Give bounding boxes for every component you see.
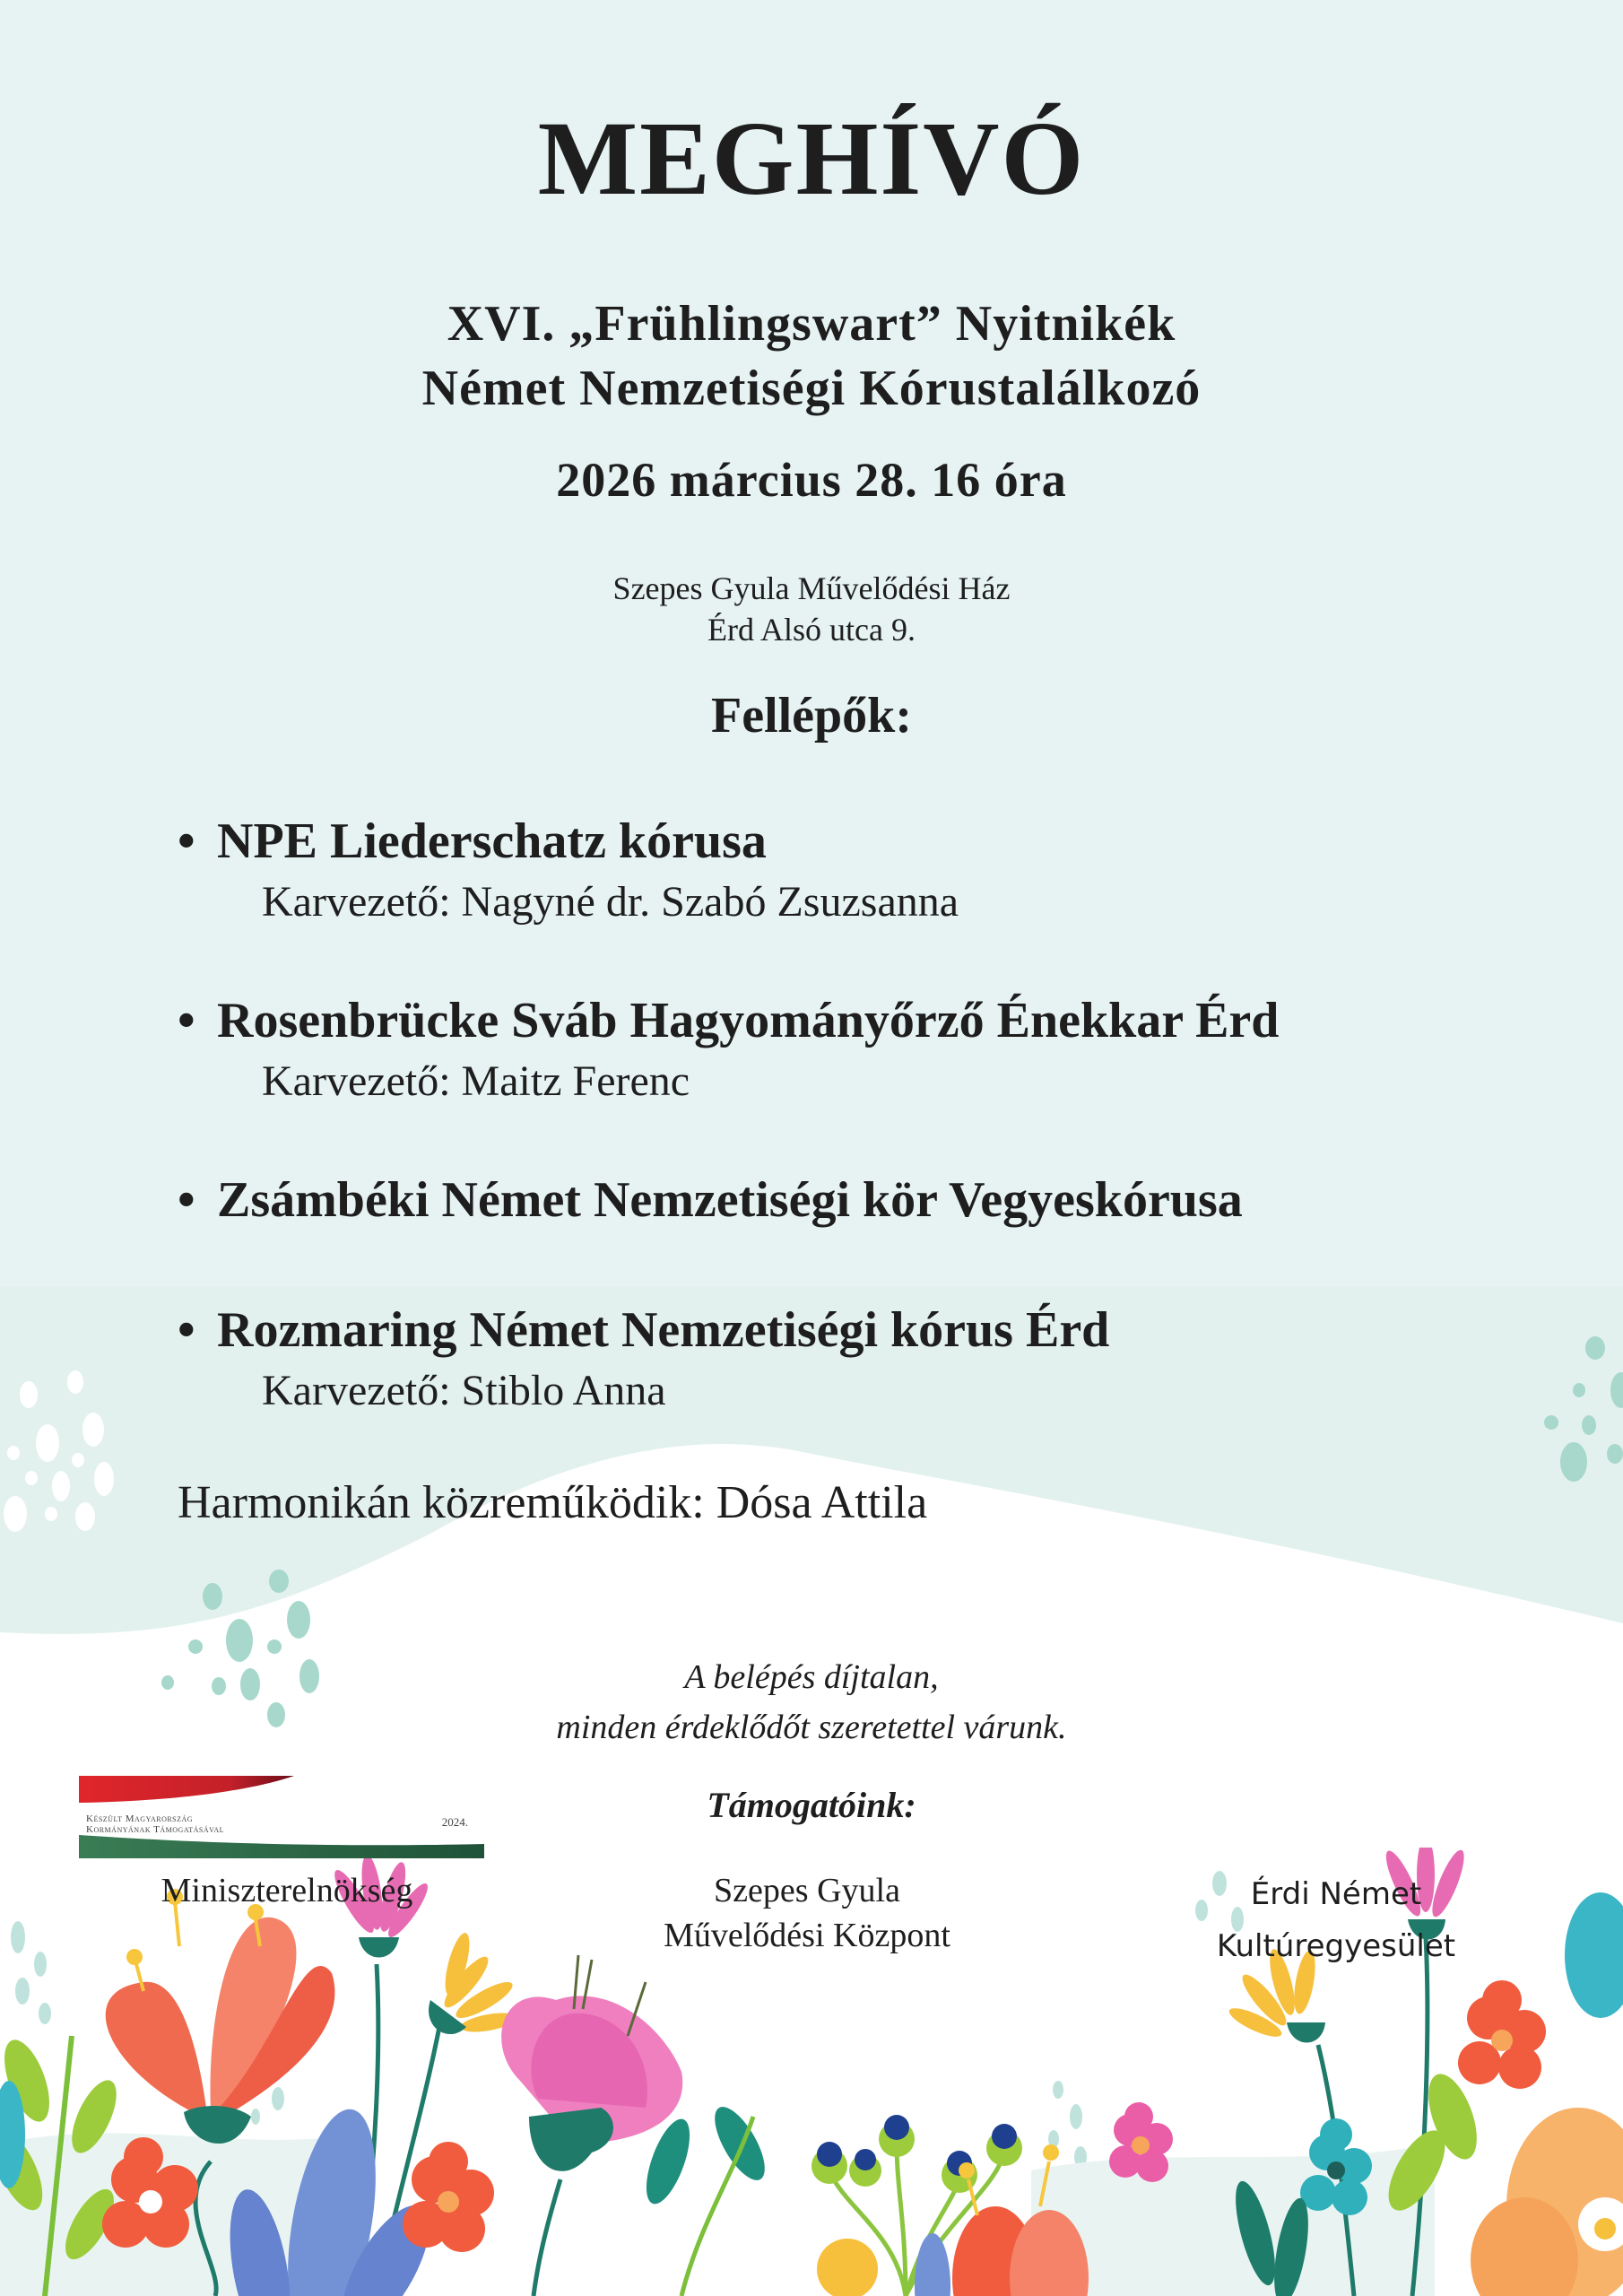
bullet-icon: •	[178, 813, 195, 869]
supporters-heading: Támogatóink:	[707, 1785, 916, 1825]
event-title-line-1: XVI. „Frühlingswart” Nyitnikék	[447, 296, 1176, 352]
performer-name: Rosenbrücke Sváb Hagyományőrző Énekkar Érd	[217, 993, 1280, 1048]
performer-conductor: Karvezető: Maitz Ferenc	[262, 1057, 690, 1105]
performer-conductor: Karvezető: Nagyné dr. Szabó Zsuzsanna	[262, 878, 959, 926]
event-datetime: 2026 március 28. 16 óra	[556, 453, 1067, 507]
supporter-miniszterelnokseg: Miniszterelnökség	[161, 1872, 413, 1909]
entry-note-line-2: minden érdeklődőt szeretettel várunk.	[556, 1709, 1067, 1746]
bullet-icon: •	[178, 993, 195, 1048]
supporter-erdi-nemet: Érdi Német Kultúregyesület	[1216, 1876, 1456, 1964]
performer-name: Zsámbéki Német Nemzetiségi kör Vegyeskórusa	[217, 1172, 1243, 1228]
government-support-logo	[79, 1776, 484, 1858]
performer-item	[178, 993, 1280, 1105]
government-logo-text: Készült Magyarország Kormányának Támogatásával	[86, 1813, 225, 1835]
page-title: MEGHÍVÓ	[537, 100, 1086, 217]
entry-note-line-1: A belépés díjtalan,	[684, 1658, 939, 1696]
performer-item	[178, 813, 959, 926]
performer-name: NPE Liederschatz kórusa	[217, 813, 767, 869]
white-dots-left	[0, 1363, 117, 1525]
performer-name: Rozmaring Német Nemzetiségi kórus Érd	[217, 1302, 1110, 1358]
government-logo-year: 2024.	[441, 1815, 468, 1829]
accordion-credit: Harmonikán közreműködik: Dósa Attila	[178, 1477, 928, 1528]
bullet-icon: •	[178, 1172, 195, 1228]
venue-name: Szepes Gyula Művelődési Ház	[612, 570, 1011, 606]
performer-item	[178, 1302, 1110, 1414]
bullet-icon: •	[178, 1302, 195, 1358]
teal-dots-right	[1541, 1336, 1623, 1489]
venue-address: Érd Alsó utca 9.	[707, 612, 916, 648]
performers-heading: Fellépők:	[711, 688, 912, 744]
performer-item	[178, 1172, 1243, 1228]
event-title-line-2: Német Nemzetiségi Kórustalálkozó	[421, 361, 1202, 416]
performer-conductor: Karvezető: Stiblo Anna	[262, 1367, 666, 1414]
entry-note	[0, 1652, 1623, 1752]
event-title	[0, 291, 1623, 421]
venue	[0, 568, 1623, 650]
supporter-szepes-gyula: Szepes Gyula Művelődési Központ	[664, 1872, 950, 1954]
